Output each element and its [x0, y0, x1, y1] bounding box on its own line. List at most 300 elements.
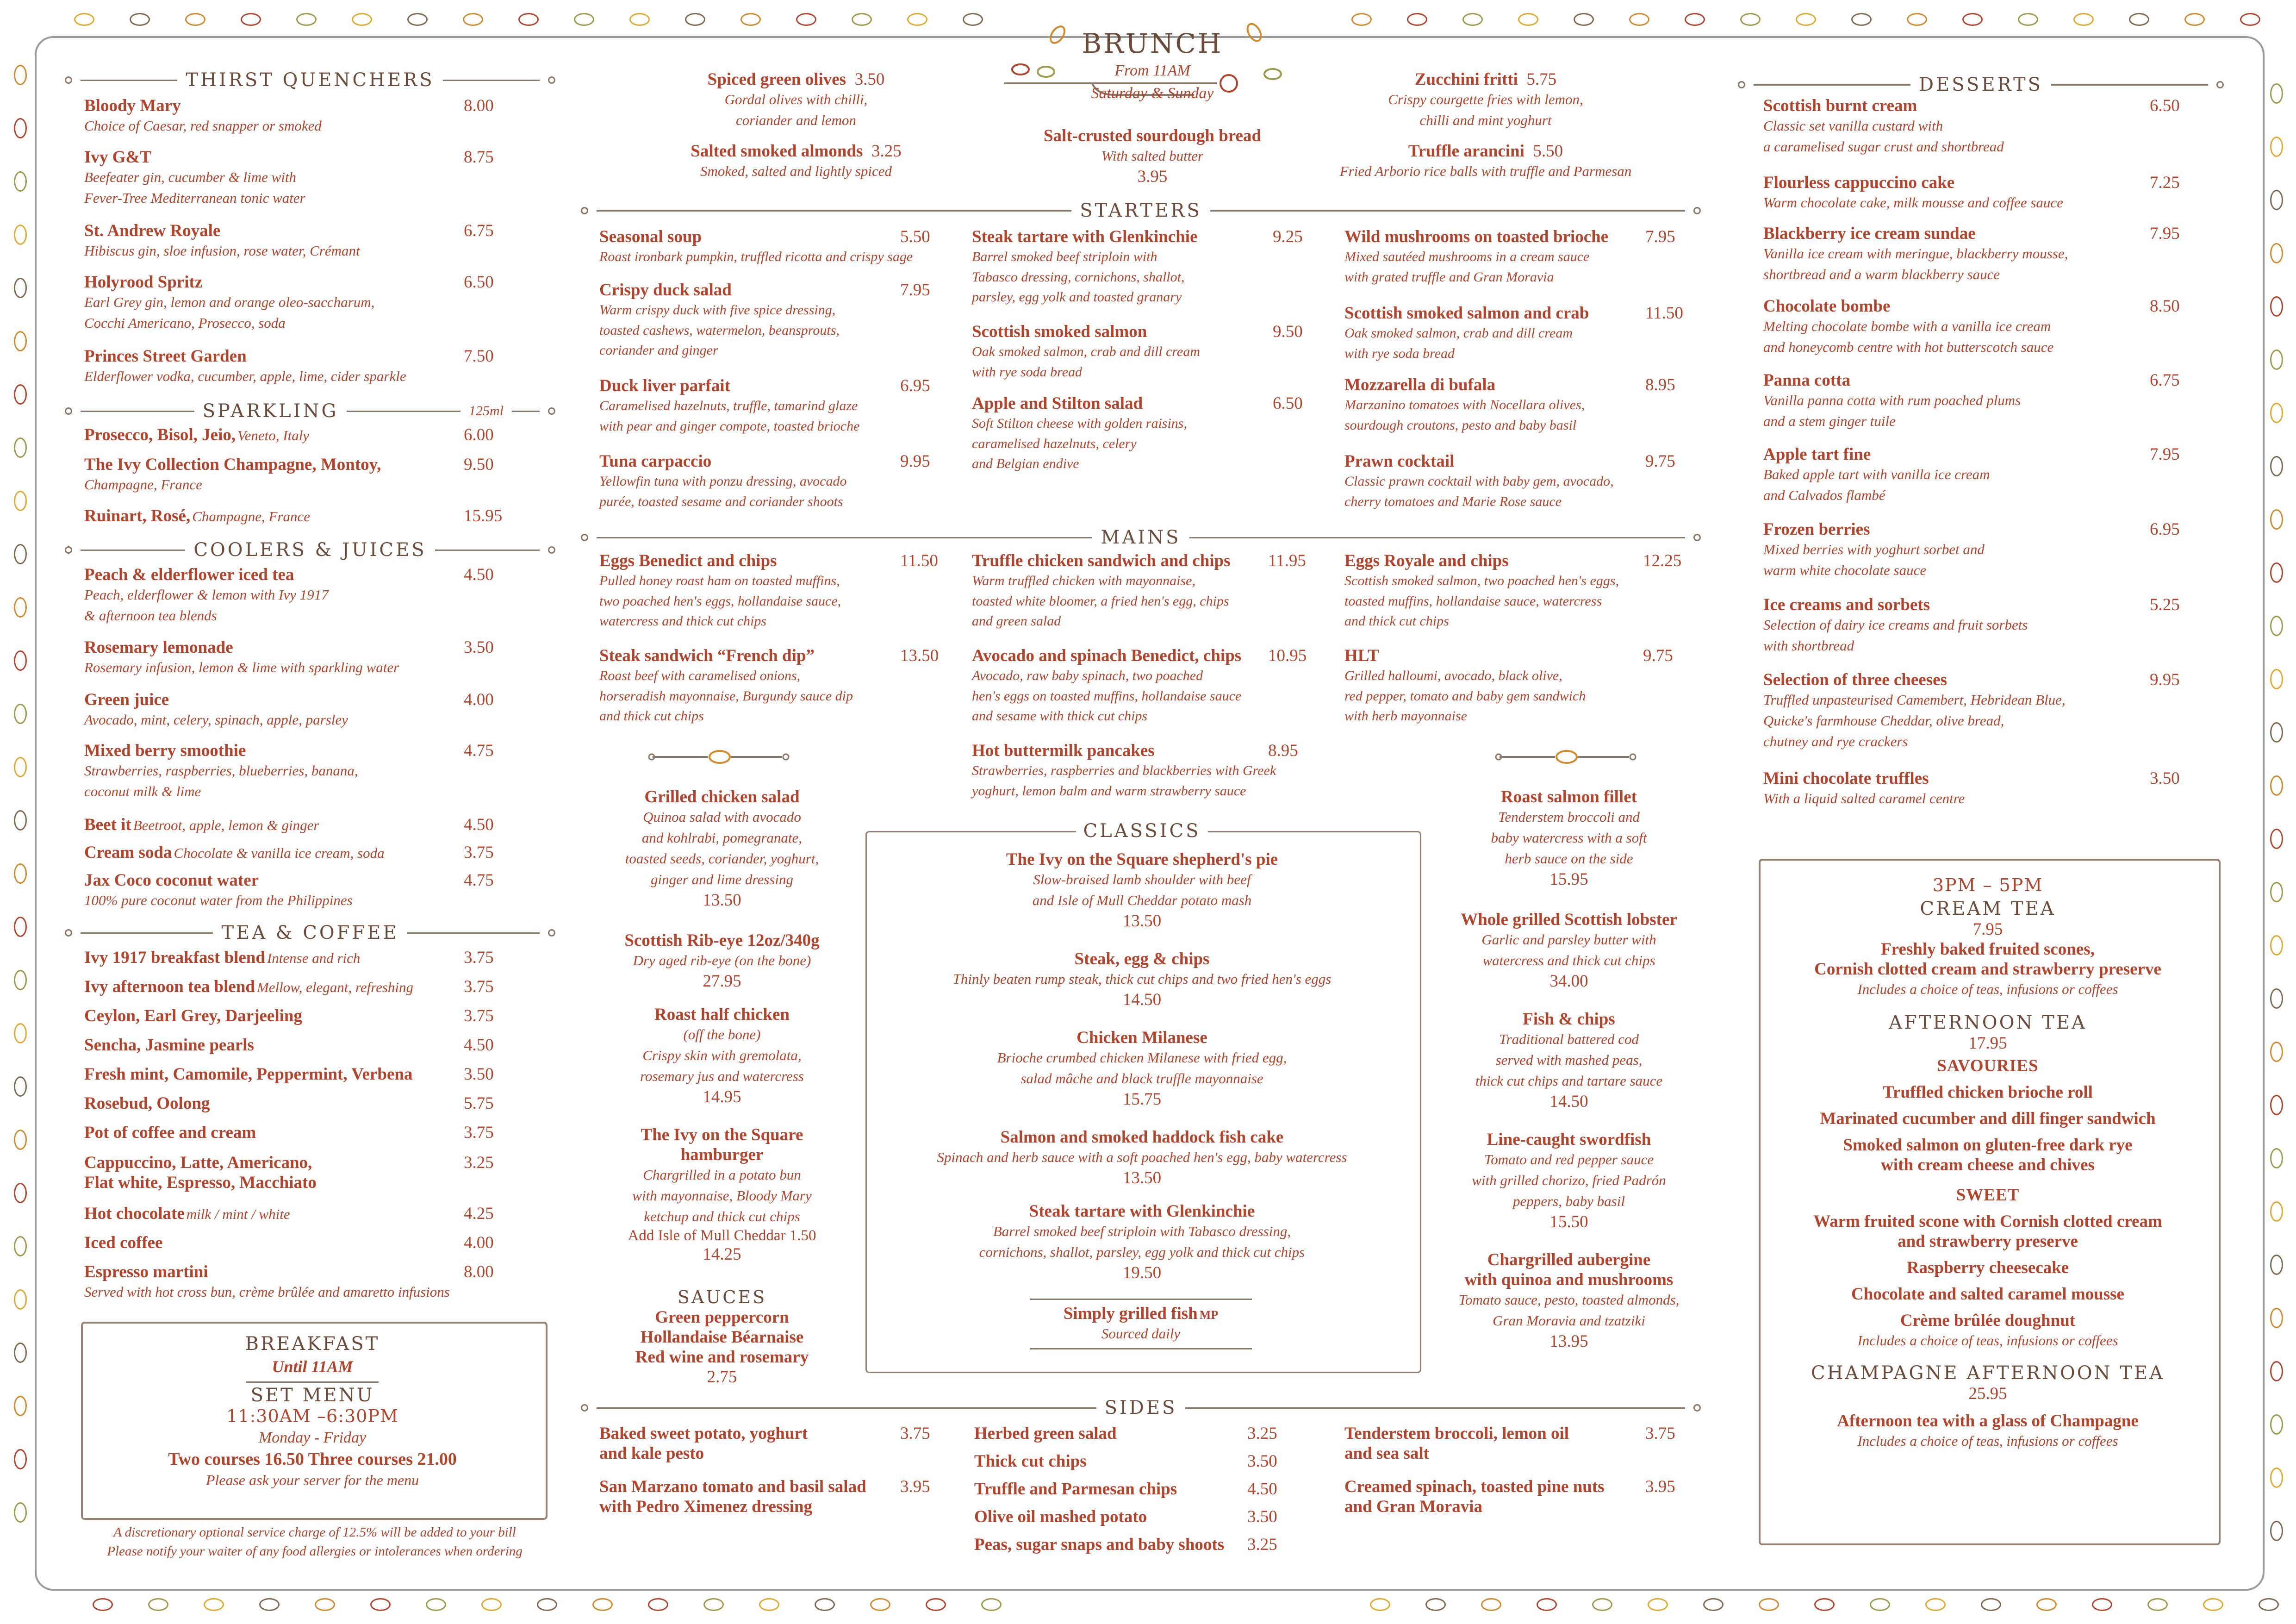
item-desc: yoghurt, lemon balm and warm strawberry sauce [972, 783, 1246, 799]
menu-item [1425, 1250, 1712, 1351]
item-desc: served with mashed peas, [1495, 1051, 1643, 1068]
item-desc: Truffled unpasteurised Camembert, Hebridean Blue, [1763, 692, 2066, 708]
item-price: 6.00 [464, 425, 494, 444]
item-price: 9.75 [1645, 452, 1675, 471]
item-price: 3.25 [871, 142, 902, 161]
menu-item [972, 741, 1324, 801]
afternoon-tea-price: 17.95 [1968, 1033, 2007, 1053]
item-desc: Fever-Tree Mediterranean tonic water [84, 189, 305, 206]
item-desc: Pulled honey roast ham on toasted muffins, [599, 573, 840, 588]
item-price: 3.75 [464, 977, 494, 996]
menu-item [972, 646, 1324, 726]
item-desc: rosemary jus and watercress [640, 1068, 804, 1084]
leaf-icon [481, 1598, 502, 1611]
item-name: Sencha, Jasmine pearls [84, 1036, 254, 1055]
item-desc: peppers, baby basil [1513, 1193, 1625, 1209]
item-desc: Tomato sauce, pesto, toasted almonds, [1458, 1292, 1680, 1308]
item-price: 3.50 [464, 638, 494, 657]
item-name: Grilled chicken salad [644, 787, 800, 806]
snack-olives [639, 69, 953, 131]
menu-item [1344, 646, 1696, 726]
item-desc: Mixed sautéed mushrooms in a cream sauce [1344, 249, 1590, 264]
leaf-icon [2240, 13, 2260, 26]
item-price: 9.95 [900, 452, 930, 471]
item-desc: Rosemary infusion, lemon & lime with sparkling water [84, 659, 399, 675]
item-name: Apple and Stilton salad [972, 394, 1143, 413]
item-desc: Choice of Caesar, red snapper or smoked [84, 118, 322, 134]
item-name: Peach & elderflower iced tea [84, 565, 294, 584]
item-name: Holyrood Spritz [84, 273, 203, 292]
item-name: Herbed green salad [974, 1424, 1117, 1443]
leaf-icon [130, 13, 150, 26]
menu-item [1763, 96, 2180, 157]
leaf-icon [2270, 350, 2283, 370]
item-price: 7.50 [464, 347, 494, 366]
brunch-header [1009, 28, 1296, 105]
leaf-icon [852, 13, 872, 26]
leaf-icon [2270, 190, 2283, 210]
menu-item [1763, 519, 2180, 581]
leaf-icon [518, 13, 539, 26]
menu-item [972, 322, 1324, 382]
bread-desc: With salted butter [1101, 148, 1204, 164]
menu-item [84, 870, 501, 911]
item-price: 4.50 [1247, 1480, 1277, 1499]
menu-item [84, 221, 501, 262]
item-desc: Fried Arborio rice balls with truffle and Parmesan [1339, 163, 1632, 179]
classic-item [868, 949, 1416, 1010]
leaf-icon [14, 1183, 27, 1203]
leaf-icon [1629, 13, 1649, 26]
leaf-icon [574, 13, 594, 26]
item-name: Thick cut chips [974, 1452, 1087, 1471]
classic-item [868, 1127, 1416, 1188]
menu-item [588, 1125, 856, 1264]
menu-item [84, 565, 501, 626]
item-desc: and kohlrabi, pomegranate, [641, 829, 803, 846]
bread-price: 3.95 [1137, 167, 1168, 186]
classic-item [868, 849, 1416, 931]
item-price: 13.50 [1122, 911, 1162, 931]
item-desc: Oak smoked salmon, crab and dill cream [1344, 325, 1573, 341]
item-note: Champagne, France [192, 508, 311, 525]
item-name: Steak tartare with Glenkinchie [1029, 1202, 1255, 1221]
item-name: Salted smoked almonds [691, 142, 863, 161]
item-desc: thick cut chips and tartare sauce [1475, 1072, 1663, 1089]
leaf-icon [14, 225, 27, 245]
item-note: Chocolate & vanilla ice cream, soda [174, 845, 385, 861]
leaf-icon [14, 118, 27, 138]
leaf-icon [148, 1598, 168, 1611]
leaf-icon [2184, 13, 2205, 26]
item-price: 4.00 [464, 1233, 494, 1252]
item-name: Ceylon, Earl Grey, Darjeeling [84, 1006, 302, 1025]
menu-item [84, 815, 501, 836]
item-name: Flourless cappuccino cake [1763, 173, 1955, 192]
item-desc: coconut milk & lime [84, 783, 201, 800]
menu-item [599, 376, 951, 436]
leaf-divider-icon [1495, 745, 1638, 768]
item-desc: Warm truffled chicken with mayonnaise, [972, 573, 1195, 588]
item-price: 14.50 [1122, 990, 1162, 1009]
menu-item [1763, 296, 2180, 358]
leaf-icon [2270, 456, 2283, 476]
menu-item [84, 1093, 501, 1113]
item-name: Spiced green olives [707, 70, 846, 89]
item-price: 6.50 [464, 273, 494, 292]
item-name-line2: hamburger [680, 1145, 764, 1164]
leaf-icon [315, 1598, 335, 1611]
item-name: Truffle and Parmesan chips [974, 1480, 1177, 1499]
item-price: 4.25 [464, 1204, 494, 1223]
classic-item [868, 1028, 1416, 1109]
item-desc: watercress and thick cut chips [1482, 952, 1655, 968]
heading-tea-coffee: TEA & COFFEE [65, 922, 555, 943]
leaf-icon [14, 1023, 27, 1043]
afternoon-tea-content [1759, 875, 2217, 1452]
leaf-icon [1796, 13, 1816, 26]
item-name: Chargrilled aubergine [1487, 1250, 1651, 1269]
leaf-icon [2270, 1042, 2283, 1062]
leaf-divider-icon [648, 745, 791, 768]
leaf-icon [241, 13, 261, 26]
menu-item [1425, 910, 1712, 991]
item-name: Ice creams and sorbets [1763, 595, 1930, 614]
item-desc: Roast beef with caramelised onions, [599, 668, 801, 683]
item-name: San Marzano tomato and basil salad [599, 1477, 866, 1496]
item-note: Champagne, France [84, 476, 202, 493]
item-desc: Quinoa salad with avocado [643, 809, 801, 825]
menu-item [84, 1123, 501, 1143]
item-name: Wild mushrooms on toasted brioche [1344, 227, 1609, 246]
item-name-line2: with Pedro Ximenez dressing [599, 1497, 813, 1516]
item-name: Eggs Royale and chips [1344, 551, 1509, 570]
item-price: 6.95 [900, 376, 930, 395]
item-price: 10.95 [1268, 646, 1307, 665]
item-name-line2: and Gran Moravia [1344, 1497, 1483, 1516]
savoury-item: Smoked salmon on gluten-free dark rye [1843, 1135, 2133, 1155]
leaf-icon [926, 1598, 946, 1611]
menu-item [1763, 768, 2180, 809]
leaf-icon [2270, 1308, 2283, 1328]
item-price: 3.25 [1247, 1424, 1277, 1443]
item-name: Zucchini fritti [1414, 70, 1518, 89]
heading-mains: MAINS [581, 527, 1701, 548]
item-price: 3.95 [900, 1477, 930, 1496]
leaf-icon [14, 917, 27, 937]
item-name: HLT [1344, 646, 1379, 665]
item-desc: baby watercress with a soft [1491, 829, 1647, 846]
item-desc: Brioche crumbed chicken Milanese with fried egg, [997, 1049, 1287, 1066]
item-price: 14.50 [1549, 1092, 1588, 1111]
item-desc: Melting chocolate bombe with a vanilla ice cream [1763, 318, 2051, 334]
item-desc: Barrel smoked beef striploin with Tabasco dressing, [993, 1223, 1291, 1239]
item-name: Hot chocolate [84, 1204, 185, 1223]
item-name: Green juice [84, 690, 169, 709]
item-desc: herb sauce on the side [1505, 850, 1633, 867]
item-desc: Vanilla panna cotta with rum poached plums [1763, 392, 2021, 408]
item-price: 4.50 [464, 1036, 494, 1055]
item-name: Avocado and spinach Benedict, chips [972, 646, 1242, 665]
leaf-icon [14, 650, 27, 671]
item-name: Iced coffee [84, 1233, 163, 1252]
item-price: 8.75 [464, 148, 494, 167]
menu-item [599, 551, 951, 631]
item-desc: Sourced daily [1101, 1325, 1181, 1342]
cream-tea-price: 7.95 [1972, 920, 2003, 939]
heading-coolers: COOLERS & JUICES [65, 539, 555, 561]
item-desc: and honeycomb centre with hot butterscotch sauce [1763, 338, 2054, 355]
leaf-icon [740, 13, 761, 26]
item-name: Rosebud, Oolong [84, 1094, 210, 1113]
item-desc: Tomato and red pepper sauce [1484, 1151, 1654, 1168]
leaf-icon [2270, 1468, 2283, 1488]
menu-item [588, 787, 856, 910]
leaf-icon [14, 171, 27, 192]
item-desc: (off the bone) [683, 1026, 761, 1043]
item-name: Cream soda [84, 843, 172, 862]
leaf-icon [2270, 1255, 2283, 1275]
menu-item [972, 551, 1324, 631]
item-name: Steak tartare with Glenkinchie [972, 227, 1198, 246]
leaf-icon [2270, 1148, 2283, 1168]
item-name: Prosecco, Bisol, Jeio, [84, 425, 236, 444]
item-desc: Scottish smoked salmon, two poached hen's eggs, [1344, 573, 1619, 588]
item-name: Jax Coco coconut water [84, 871, 259, 890]
item-desc: toasted white bloomer, a fried hen's egg, chips [972, 593, 1229, 609]
item-name-line2: and kale pesto [599, 1444, 704, 1463]
leaf-icon [1925, 1598, 1946, 1611]
leaf-icon [2270, 403, 2283, 423]
item-price: 5.75 [464, 1094, 494, 1113]
menu-item [599, 280, 951, 361]
leaf-icon [14, 491, 27, 511]
cream-tea-desc: Cornish clotted cream and strawberry preserve [1814, 960, 2161, 979]
menu-item [599, 227, 951, 267]
item-note: Veneto, Italy [237, 427, 310, 443]
sauce-option: Red wine and rosemary [635, 1348, 809, 1367]
menu-item [974, 1479, 1326, 1499]
leaf-icon [204, 1598, 224, 1611]
leaf-icon [2270, 83, 2283, 104]
bread-name: Salt-crusted sourdough bread [1043, 126, 1262, 145]
item-desc: and sesame with thick cut chips [972, 708, 1148, 724]
leaf-icon [14, 970, 27, 990]
leaf-icon [2270, 296, 2283, 317]
champagne-tea-title: CHAMPAGNE AFTERNOON TEA [1811, 1362, 2165, 1384]
item-desc: & afternoon tea blends [84, 607, 217, 624]
leaf-icon [370, 1598, 391, 1611]
item-price: 13.50 [1122, 1168, 1162, 1187]
menu-item [84, 425, 501, 446]
menu-item [84, 1262, 501, 1303]
menu-item [84, 346, 501, 387]
item-desc: Grilled halloumi, avocado, black olive, [1344, 668, 1562, 683]
item-price: 5.75 [1526, 70, 1557, 89]
leaf-icon [1481, 1598, 1501, 1611]
item-desc: purée, toasted sesame and coriander shoots [599, 493, 843, 509]
menu-item [974, 1507, 1326, 1527]
menu-item [599, 451, 951, 512]
leaf-icon [14, 1236, 27, 1256]
item-desc: Gran Moravia and tzatziki [1493, 1312, 1645, 1329]
leaf-icon [14, 384, 27, 405]
item-name: Scottish Rib-eye 12oz/340g [624, 931, 820, 950]
sweet-item: and strawberry preserve [1898, 1231, 2078, 1251]
leaf-icon [759, 1598, 779, 1611]
item-price: 15.95 [1549, 869, 1588, 889]
brunch-time: From 11AM [1114, 62, 1190, 79]
menu-item [84, 455, 501, 495]
leaf-icon [1981, 1598, 2001, 1611]
leaf-icon [93, 1598, 113, 1611]
menu-item [84, 1064, 501, 1084]
item-desc: and thick cut chips [599, 708, 704, 724]
item-name: The Ivy on the Square shepherd's pie [1006, 850, 1278, 869]
menu-item [84, 1204, 501, 1225]
leaf-icon [14, 1130, 27, 1150]
savoury-item: Truffled chicken brioche roll [1883, 1082, 2093, 1102]
item-price: 6.75 [2150, 371, 2180, 390]
item-desc: and Belgian endive [972, 456, 1079, 471]
cream-tea-title: CREAM TEA [1920, 898, 2056, 919]
item-desc: Crispy courgette fries with lemon, [1388, 91, 1583, 107]
item-price: 3.50 [464, 1065, 494, 1084]
item-desc: Tabasco dressing, cornichons, shallot, [972, 269, 1185, 285]
item-price: 11.50 [1645, 304, 1683, 323]
item-desc: Classic prawn cocktail with baby gem, avocado, [1344, 474, 1614, 489]
grilled-fish-item [1030, 1299, 1252, 1349]
leaf-icon [2270, 988, 2283, 1009]
heading-sparkling: SPARKLING 125ml [65, 400, 555, 422]
leaf-icon [14, 810, 27, 831]
menu-item [84, 147, 501, 209]
item-desc: Strawberries, raspberries, blueberries, banana, [84, 762, 358, 779]
leaf-icon [352, 13, 372, 26]
leaf-icon [14, 544, 27, 564]
leaf-icon [2203, 1598, 2223, 1611]
leaf-icon [14, 1396, 27, 1416]
menu-item [588, 931, 856, 991]
item-price: 8.00 [464, 96, 494, 115]
item-price: 3.50 [2150, 769, 2180, 788]
sweet-heading: SWEET [1956, 1185, 2020, 1205]
item-desc: Beefeater gin, cucumber & lime with [84, 169, 296, 185]
item-desc: warm white chocolate sauce [1763, 562, 1927, 578]
leaf-icon [74, 13, 94, 26]
leaf-icon [2270, 1521, 2283, 1541]
menu-item [1763, 370, 2180, 432]
item-price: 3.75 [1645, 1424, 1675, 1443]
leaf-icon [2129, 13, 2149, 26]
heading-classics: CLASSICS [875, 820, 1409, 842]
afternoon-tea-title: AFTERNOON TEA [1889, 1012, 2087, 1033]
item-desc: Roast ironbark pumpkin, truffled ricotta and crispy sage [599, 249, 913, 264]
item-desc: sourdough croutons, pesto and baby basil [1344, 417, 1577, 433]
item-price: 3.50 [1247, 1452, 1277, 1471]
leaf-icon [14, 1502, 27, 1523]
item-desc: Spinach and herb sauce with a soft poached hen's egg, baby watercress [937, 1149, 1347, 1165]
item-name: Whole grilled Scottish lobster [1461, 910, 1677, 929]
item-name: Steak, egg & chips [1074, 949, 1210, 968]
item-desc: Classic set vanilla custard with [1763, 118, 1943, 134]
item-name: Scottish smoked salmon [972, 322, 1147, 341]
leaf-icon [14, 597, 27, 618]
item-name: Olive oil mashed potato [974, 1507, 1147, 1526]
sweet-item: Chocolate and salted caramel mousse [1851, 1284, 2124, 1304]
champagne-tea-desc: Afternoon tea with a glass of Champagne [1837, 1411, 2139, 1430]
item-price: 6.75 [464, 221, 494, 240]
item-name: Chocolate bombe [1763, 297, 1891, 316]
sauces-heading: SAUCES [677, 1287, 767, 1307]
menu-item [599, 1477, 951, 1517]
menu-item [1425, 787, 1712, 889]
item-addon: Add Isle of Mull Cheddar 1.50 [628, 1227, 816, 1244]
afternoon-hours: 3PM – 5PM [1932, 875, 2043, 895]
item-desc: horseradish mayonnaise, Burgundy sauce dip [599, 688, 853, 704]
menu-item [1344, 227, 1696, 287]
item-name: Ruinart, Rosé, [84, 506, 191, 525]
leaf-icon [2018, 13, 2038, 26]
item-price: 9.50 [464, 455, 494, 474]
item-desc: a caramelised sugar crust and shortbread [1763, 138, 2004, 155]
item-price: 4.50 [464, 815, 494, 834]
item-desc: Garlic and parsley butter with [1481, 931, 1656, 948]
item-price: 6.50 [2150, 96, 2180, 115]
leaf-icon [981, 1598, 1002, 1611]
heading-thirst-quenchers: THIRST QUENCHERS [65, 69, 555, 91]
menu-item [599, 646, 951, 726]
snack-almonds [639, 141, 953, 182]
leaf-icon [2270, 669, 2283, 689]
item-desc: Slow-braised lamb shoulder with beef [1033, 871, 1251, 887]
leaf-icon [2270, 243, 2283, 263]
set-menu-hours: 11:30AM –6:30PM [226, 1406, 398, 1427]
item-desc: Barrel smoked beef striploin with [972, 249, 1157, 264]
item-desc: Yellowfin tuna with ponzu dressing, avocado [599, 474, 847, 489]
item-desc: watercress and thick cut chips [599, 613, 767, 629]
item-price: 3.75 [464, 1006, 494, 1025]
item-price: 8.00 [464, 1262, 494, 1281]
leaf-icon [259, 1598, 280, 1611]
item-desc: Mixed berries with yoghurt sorbet and [1763, 541, 1985, 557]
menu-item [974, 1451, 1326, 1471]
leaf-icon [407, 13, 428, 26]
brunch-days: Saturday & Sunday [1091, 85, 1214, 102]
item-desc: Avocado, raw baby spinach, two poached [972, 668, 1203, 683]
leaf-icon [2270, 616, 2283, 636]
sauce-option: Hollandaise Béarnaise [640, 1328, 804, 1347]
leaf-icon [703, 1598, 724, 1611]
item-name: Truffle arancini [1408, 142, 1524, 161]
item-desc: caramelised hazelnuts, celery [972, 436, 1137, 451]
set-menu-courses: Two courses 16.50 Three courses 21.00 [168, 1449, 457, 1469]
item-desc: Oak smoked salmon, crab and dill cream [972, 344, 1200, 359]
item-desc: Traditional battered cod [1499, 1031, 1639, 1047]
leaf-icon [648, 1598, 668, 1611]
menu-item [1344, 303, 1696, 363]
leaf-icon [14, 863, 27, 884]
leaf-icon [1407, 13, 1427, 26]
champagne-tea-note: Includes a choice of teas, infusions or coffees [1857, 1432, 2118, 1449]
sweet-item: Warm fruited scone with Cornish clotted cream [1813, 1212, 2162, 1231]
item-desc: Hibiscus gin, sloe infusion, rose water, Crémant [84, 243, 360, 259]
item-price: 4.75 [464, 871, 494, 890]
sauces-price: 2.75 [707, 1368, 737, 1387]
leaf-icon [1592, 1598, 1612, 1611]
heading-starters: STARTERS [581, 200, 1701, 221]
item-desc: two poached hen's eggs, hollandaise sauce, [599, 593, 841, 609]
